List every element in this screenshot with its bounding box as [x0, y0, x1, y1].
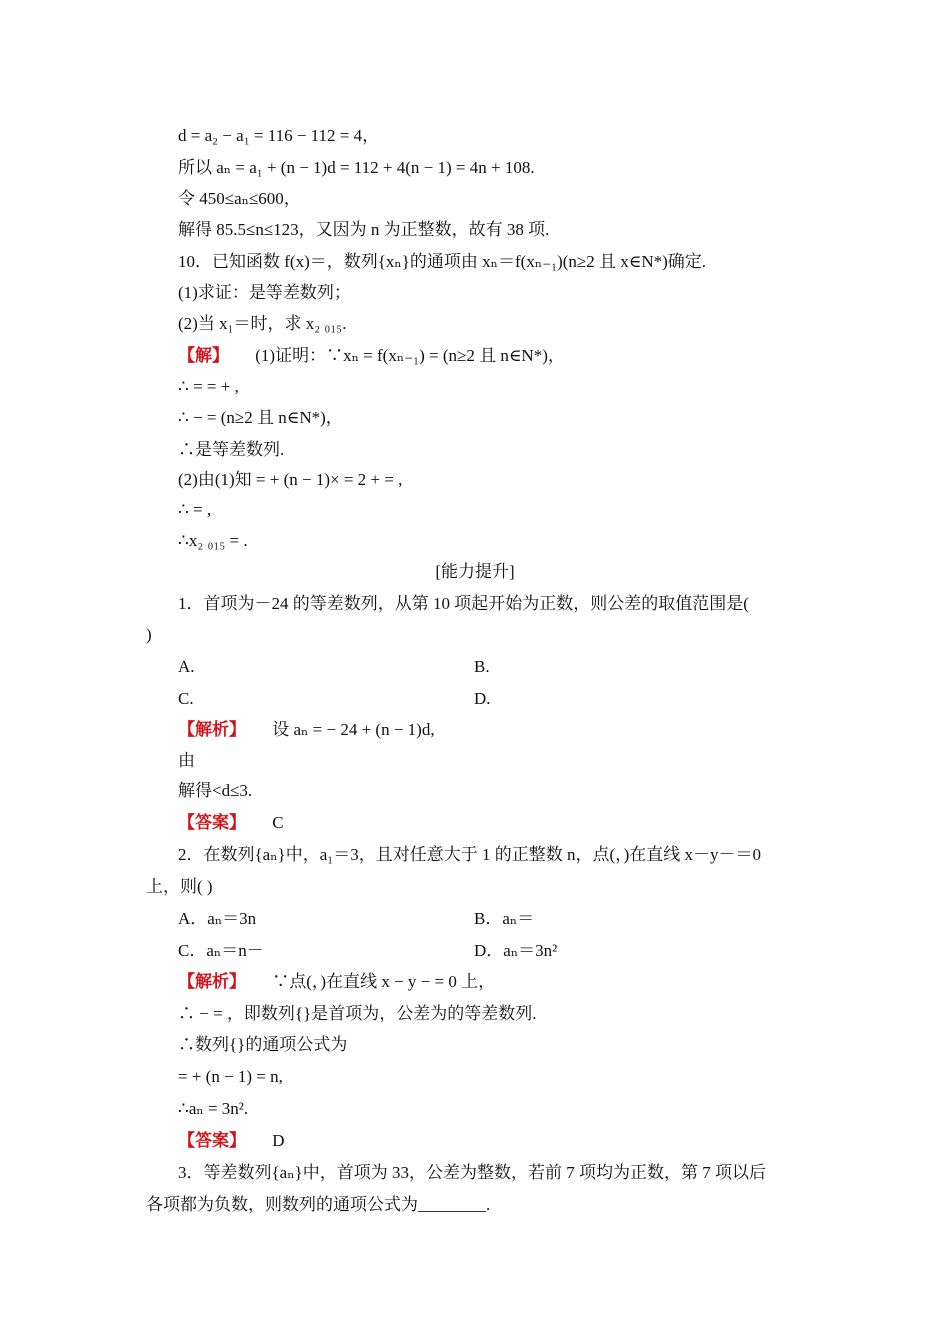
solution-line: ∴x₂ ₀₁₅ = .	[178, 531, 248, 550]
problem-2-stem: 2．在数列{aₙ}中，a₁＝3，且对任意大于 1 的正整数 n，点(，)在直线 x－y－＝0	[178, 845, 762, 864]
question-10-part1: (1)求证：是等差数列；	[178, 283, 351, 302]
analysis-tag: 【解析】	[178, 720, 246, 739]
solution-line: ∴ = = + ,	[178, 377, 239, 396]
analysis-line: 由	[178, 751, 195, 770]
analysis-head	[178, 971, 495, 993]
solution-text: (1)证明：∵xₙ = f(xₙ₋₁) = (n≥2 且 n∈N*)，	[255, 346, 565, 365]
option-d: D.	[474, 689, 491, 708]
answer-tag: 【答案】	[178, 1131, 246, 1150]
option-a: A．aₙ＝3n	[178, 909, 257, 928]
analysis-tag: 【解析】	[178, 972, 246, 991]
problem-1-stem-cont: )	[146, 625, 152, 644]
solution-line: (2)由(1)知 = + (n − 1)× = 2 + = ,	[178, 470, 403, 489]
problem-2-stem-cont: 上，则( )	[146, 877, 213, 896]
option-b: B．aₙ＝	[474, 909, 535, 928]
option-c: C．aₙ＝n－	[178, 941, 264, 960]
option-b: B.	[474, 657, 490, 676]
solution-line: ∴ − = (n≥2 且 n∈N*)，	[178, 408, 343, 427]
solution-tag: 【解】	[178, 346, 229, 365]
option-d: D．aₙ＝3n²	[474, 941, 558, 960]
solution-line: d = a₂ − a₁ = 116 − 112 = 4，	[178, 126, 380, 145]
answer-value: C	[272, 813, 284, 832]
problem-3-stem: 3．等差数列{aₙ}中，首项为 33，公差为整数，若前 7 项均为正数，第 7 项以后	[178, 1163, 766, 1182]
answer-value: D	[272, 1131, 285, 1150]
solution-line: 令 450≤aₙ≤600，	[178, 189, 301, 208]
analysis-line: = + (n − 1) = n,	[178, 1067, 283, 1086]
answer-line	[178, 812, 284, 834]
section-title: [能力提升]	[435, 562, 515, 581]
solution-line: ∴ = ,	[178, 500, 212, 519]
analysis-head	[178, 719, 435, 741]
solution-line: 解得 85.5≤n≤123，又因为 n 为正整数，故有 38 项.	[178, 220, 550, 239]
question-10-solution-head	[178, 345, 565, 367]
answer-line	[178, 1130, 285, 1152]
question-10-part2: (2)当 x₁＝时，求 x₂ ₀₁₅.	[178, 314, 347, 333]
option-a: A.	[178, 657, 195, 676]
analysis-text: ∵点(，)在直线 x − y − = 0 上，	[272, 972, 496, 991]
solution-line: ∴是等差数列.	[178, 440, 285, 459]
analysis-line: 解得<d≤3.	[178, 781, 253, 800]
answer-tag: 【答案】	[178, 813, 246, 832]
option-c: C.	[178, 689, 194, 708]
question-10-stem: 10．已知函数 f(x)＝，数列{xₙ}的通项由 xₙ＝f(xₙ₋₁)(n≥2 且 x∈N*)确定.	[178, 252, 707, 271]
analysis-line: ∴aₙ = 3n².	[178, 1099, 249, 1118]
analysis-text: 设 aₙ = − 24 + (n − 1)d,	[272, 720, 435, 739]
problem-1-stem: 1．首项为－24 的等差数列，从第 10 项起开始为正数，则公差的取值范围是(	[178, 594, 749, 613]
problem-3-stem-cont: 各项都为负数，则数列的通项公式为________.	[146, 1195, 491, 1214]
solution-line: 所以 aₙ = a₁ + (n − 1)d = 112 + 4(n − 1) = 4n + 108.	[178, 158, 535, 177]
analysis-line: ∴ − = ，即数列{}是首项为，公差为的等差数列.	[178, 1004, 537, 1023]
analysis-line: ∴数列{}的通项公式为	[178, 1035, 348, 1054]
